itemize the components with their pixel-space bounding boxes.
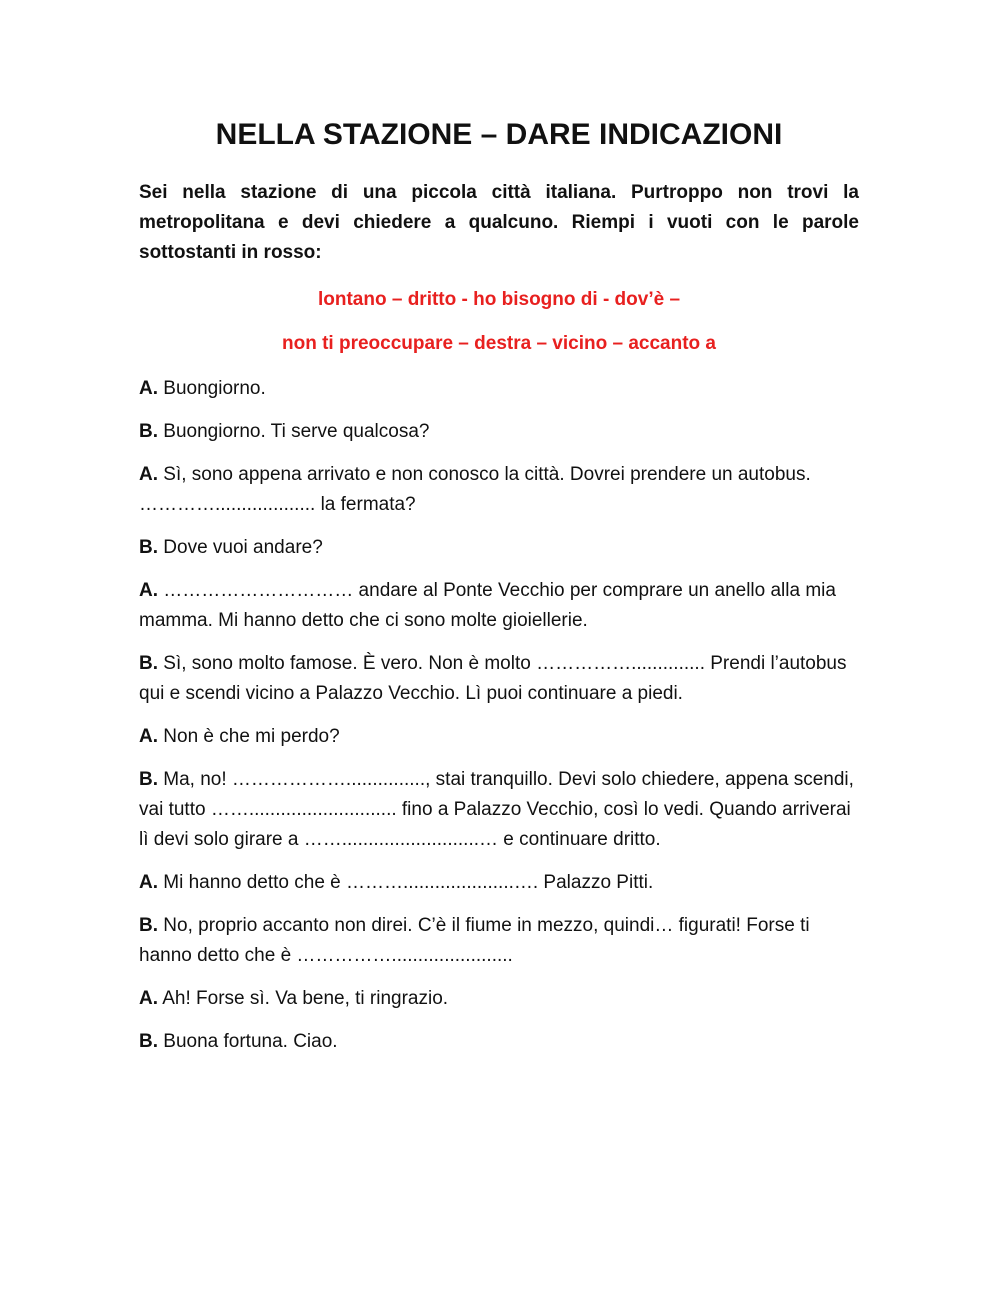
speaker-label: B. <box>139 421 158 442</box>
line-text: Sì, sono appena arrivato e non conosco la città. Dovrei prendere un autobus. …………................... la fermata? <box>139 464 811 515</box>
worksheet <box>139 118 859 1070</box>
dialogue-line <box>139 722 859 752</box>
instructions: Sei nella stazione di una piccola città italiana. Purtroppo non trovi la metropolitana e devi chiedere a qualcuno. Riempi i vuoti con le parole sottostanti in rosso: <box>139 182 859 263</box>
dialogue-line <box>139 417 859 447</box>
page-title: NELLA STAZIONE – DARE INDICAZIONI <box>215 118 783 151</box>
dialogue <box>139 374 859 1057</box>
line-text: Ah! Forse sì. Va bene, ti ringrazio. <box>162 988 449 1009</box>
word-bank-line-2: non ti preoccupare – destra – vicino – accanto a <box>282 333 716 354</box>
dialogue-line <box>139 460 859 520</box>
speaker-label: A. <box>139 378 158 399</box>
dialogue-line <box>139 868 859 898</box>
line-text: Buona fortuna. Ciao. <box>163 1031 338 1052</box>
speaker-label: B. <box>139 537 158 558</box>
speaker-label: B. <box>139 915 158 936</box>
speaker-label: A. <box>139 580 158 601</box>
line-text: Ma, no! ………………..............., stai tranquillo. Devi solo chiedere, appena scendi, vai tutto ……............................ fino a Palazzo Vecchio, così lo vedi. Quando arriverai lì devi solo girare a ……..........................… e continuare dritto. <box>139 769 854 850</box>
speaker-label: A. <box>139 726 158 747</box>
speaker-label: B. <box>139 653 158 674</box>
dialogue-line <box>139 533 859 563</box>
dialogue-line <box>139 576 859 636</box>
speaker-label: B. <box>139 1031 158 1052</box>
line-text: Non è che mi perdo? <box>163 726 340 747</box>
line-text: Sì, sono molto famose. È vero. Non è molto …………….............. Prendi l’autobus qui e scendi vicino a Palazzo Vecchio. Lì puoi continuare a piedi. <box>139 653 847 704</box>
dialogue-line <box>139 1027 859 1057</box>
line-text: Mi hanno detto che è ……….....................…. Palazzo Pitti. <box>163 872 654 893</box>
dialogue-line <box>139 911 859 971</box>
line-text: No, proprio accanto non direi. C’è il fiume in mezzo, quindi… figurati! Forse ti hanno detto che è ……………....................... <box>139 915 810 966</box>
word-bank-line-1: lontano – dritto - ho bisogno di - dov’è – <box>317 289 681 310</box>
speaker-label: A. <box>139 872 158 893</box>
word-bank <box>139 286 859 358</box>
line-text: Buongiorno. <box>163 378 266 399</box>
dialogue-line <box>139 374 859 404</box>
line-text: Dove vuoi andare? <box>163 537 323 558</box>
line-text: Buongiorno. Ti serve qualcosa? <box>163 421 430 442</box>
speaker-label: A. <box>139 988 158 1009</box>
line-text: ………………………… andare al Ponte Vecchio per comprare un anello alla mia mamma. Mi hanno detto che ci sono molte gioiellerie. <box>139 580 836 631</box>
speaker-label: A. <box>139 464 158 485</box>
dialogue-line <box>139 649 859 709</box>
dialogue-line <box>139 984 859 1014</box>
speaker-label: B. <box>139 769 158 790</box>
dialogue-line <box>139 765 859 855</box>
